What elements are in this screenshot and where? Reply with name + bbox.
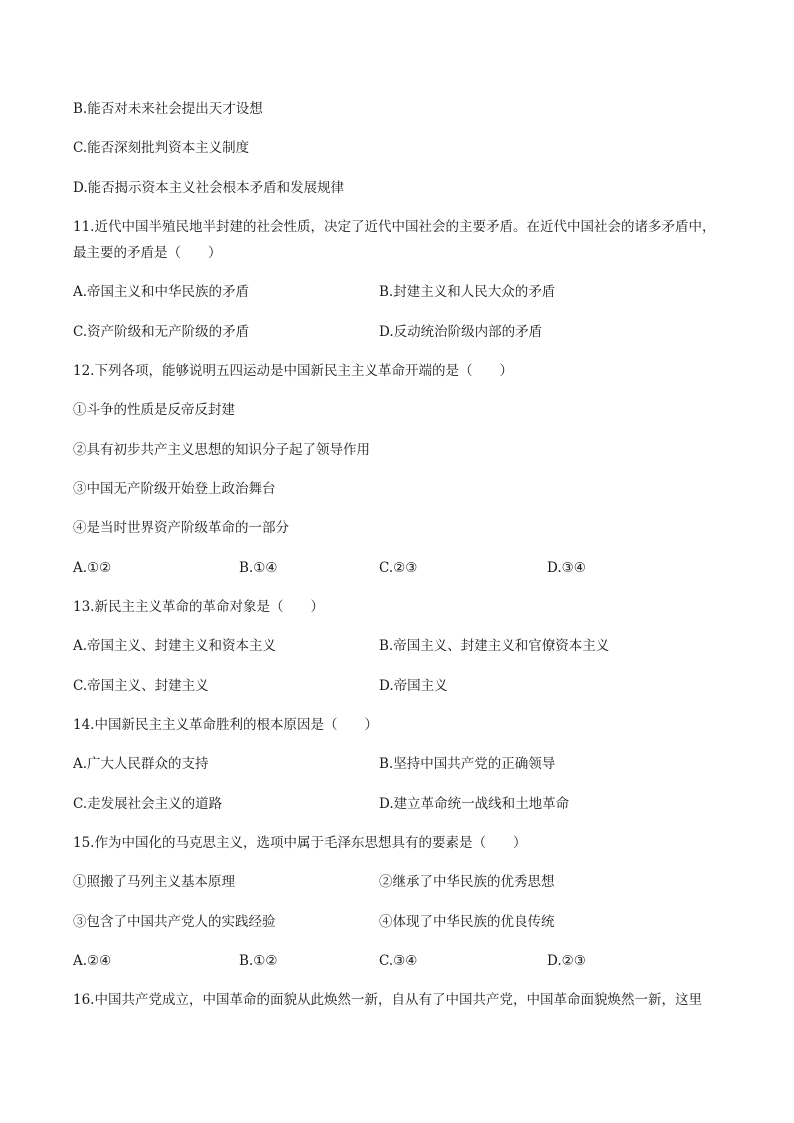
statement-3-q12: ③中国无产阶级开始登上政治舞台	[73, 481, 276, 497]
option-b-q12: B.①④	[239, 560, 278, 576]
question-11-line1: 11.近代中国半殖民地半封建的社会性质，决定了近代中国社会的主要矛盾。在近代中国社会的诸多矛盾中，	[73, 219, 716, 235]
option-d-q15: D.②③	[547, 953, 586, 969]
option-b-q14: B.坚持中国共产党的正确领导	[379, 756, 556, 772]
option-c-q11: C.资产阶级和无产阶级的矛盾	[73, 324, 250, 340]
statement-1-q12: ①斗争的性质是反帝反封建	[73, 402, 235, 418]
option-b-q11: B.封建主义和人民大众的矛盾	[379, 284, 556, 300]
option-c-q14: C.走发展社会主义的道路	[73, 796, 223, 812]
question-11-line2: 最主要的矛盾是（ ）	[73, 245, 222, 261]
option-c-q13: C.帝国主义、封建主义	[73, 678, 209, 694]
question-15: 15.作为中国化的马克思主义，选项中属于毛泽东思想具有的要素是（ ）	[73, 835, 527, 851]
option-d-q11: D.反动统治阶级内部的矛盾	[379, 324, 543, 340]
option-a-q11: A.帝国主义和中华民族的矛盾	[73, 284, 250, 300]
option-c-q12: C.②③	[379, 560, 418, 576]
statement-4-q15: ④体现了中华民族的优良传统	[379, 914, 555, 930]
statement-2-q15: ②继承了中华民族的优秀思想	[379, 874, 555, 890]
option-c-q10: C.能否深刻批判资本主义制度	[73, 140, 250, 156]
question-12: 12.下列各项，能够说明五四运动是中国新民主主义革命开端的是（ ）	[73, 363, 513, 379]
option-a-q12: A.①②	[73, 560, 112, 576]
statement-3-q15: ③包含了中国共产党人的实践经验	[73, 914, 276, 930]
option-b-q15: B.①②	[239, 953, 278, 969]
option-d-q14: D.建立革命统一战线和土地革命	[379, 796, 570, 812]
option-a-q13: A.帝国主义、封建主义和资本主义	[73, 638, 277, 654]
question-16: 16.中国共产党成立，中国革命的面貌从此焕然一新，自从有了中国共产党，中国革命面貌焕然一新，这里	[73, 992, 702, 1008]
option-c-q15: C.③④	[379, 953, 418, 969]
option-b-q13: B.帝国主义、封建主义和官僚资本主义	[379, 638, 610, 654]
question-14: 14.中国新民主主义革命胜利的根本原因是（ ）	[73, 717, 378, 733]
option-b-q10: B.能否对未来社会提出天才设想	[73, 101, 263, 117]
statement-4-q12: ④是当时世界资产阶级革命的一部分	[73, 520, 289, 536]
statement-1-q15: ①照搬了马列主义基本原理	[73, 874, 235, 890]
question-13: 13.新民主主义革命的革命对象是（ ）	[73, 599, 324, 615]
option-d-q13: D.帝国主义	[379, 678, 448, 694]
option-d-q10: D.能否揭示资本主义社会根本矛盾和发展规律	[73, 180, 345, 196]
option-a-q15: A.②④	[73, 953, 112, 969]
option-a-q14: A.广大人民群众的支持	[73, 756, 209, 772]
option-d-q12: D.③④	[547, 560, 586, 576]
statement-2-q12: ②具有初步共产主义思想的知识分子起了领导作用	[73, 442, 370, 458]
